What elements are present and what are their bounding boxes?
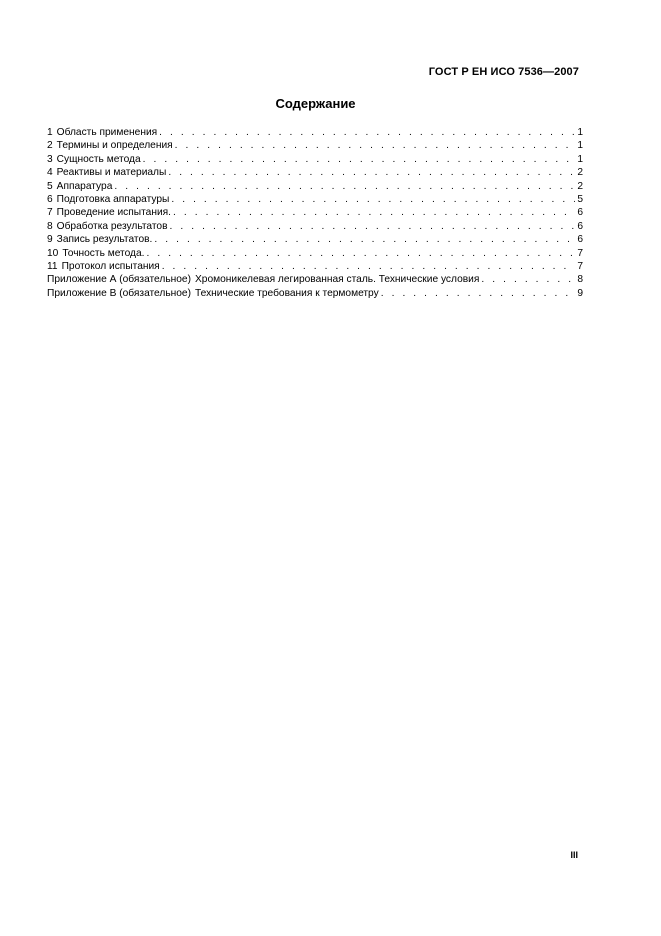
toc-entry-title: Хромоникелевая легированная сталь. Технические условия (195, 274, 480, 286)
toc-entry-page: 7 (577, 247, 583, 259)
toc-entry-title: Область применения (56, 127, 158, 138)
toc-entry-title: Точность метода. (62, 247, 145, 259)
toc-entry-appendix[interactable] (47, 287, 583, 300)
table-of-contents (47, 126, 583, 300)
toc-entry-number: 8 (47, 220, 53, 232)
toc-entry[interactable] (47, 180, 583, 193)
dot-leader (154, 233, 575, 246)
dot-leader (170, 220, 576, 233)
dot-leader (171, 193, 575, 206)
toc-entry-title: Обработка результатов (56, 220, 168, 232)
toc-entry-page: 6 (577, 234, 583, 246)
toc-entry[interactable] (47, 139, 583, 152)
dot-leader (168, 166, 575, 179)
dot-leader (146, 247, 575, 260)
dot-leader (175, 139, 576, 152)
toc-entry-label (47, 273, 479, 286)
toc-entry-label (47, 287, 379, 300)
toc-entry-page: 7 (577, 260, 583, 272)
toc-entry-number: 3 (47, 153, 53, 165)
toc-entry-title: Технические требования к термометру (195, 287, 379, 299)
toc-entry[interactable] (47, 126, 583, 139)
toc-entry-page: 1 (577, 153, 583, 165)
toc-entry-label (47, 247, 144, 260)
dot-leader (481, 273, 575, 286)
dot-leader (159, 126, 575, 139)
dot-leader (173, 206, 575, 219)
dot-leader (143, 153, 576, 166)
toc-entry[interactable] (47, 233, 583, 246)
toc-entry-page: 1 (577, 127, 583, 138)
toc-entry-label (47, 153, 141, 166)
toc-entry-label (47, 193, 169, 206)
dot-leader (114, 180, 575, 193)
toc-entry-number: 2 (47, 140, 53, 152)
toc-entry-title: Аппаратура (56, 180, 113, 192)
toc-entry-number: 5 (47, 180, 53, 192)
toc-entry-label (47, 126, 157, 139)
toc-entry-page: 6 (577, 220, 583, 232)
toc-entry-number: Приложение В (обязательное) (47, 287, 191, 299)
toc-entry-label (47, 220, 168, 233)
toc-entry[interactable] (47, 220, 583, 233)
toc-entry-title: Запись результатов. (56, 234, 153, 246)
toc-entry-page: 8 (577, 274, 583, 286)
toc-entry-page: 5 (577, 193, 583, 205)
toc-entry[interactable] (47, 206, 583, 219)
toc-entry-label (47, 139, 173, 152)
toc-entry-label (47, 166, 166, 179)
toc-entry-title: Протокол испытания (61, 260, 160, 272)
toc-entry-title: Термины и определения (56, 140, 173, 152)
toc-entry-title: Проведение испытания. (56, 207, 171, 219)
dot-leader (162, 260, 576, 273)
toc-entry-number: 11 (47, 260, 58, 272)
toc-entry-label (47, 233, 152, 246)
toc-entry-page: 6 (577, 207, 583, 219)
toc-entry-page: 1 (577, 140, 583, 152)
toc-entry[interactable] (47, 166, 583, 179)
toc-entry-appendix[interactable] (47, 273, 583, 286)
toc-entry-title: Сущность метода (56, 153, 141, 165)
toc-entry-number: 4 (47, 167, 53, 179)
toc-title: Содержание (275, 96, 356, 111)
toc-entry-page: 9 (577, 287, 583, 299)
toc-entry[interactable] (47, 153, 583, 166)
page-number: III (570, 850, 578, 860)
toc-entry-label (47, 260, 160, 273)
toc-entry-number: 6 (47, 193, 53, 205)
toc-entry-number: 1 (47, 127, 53, 138)
toc-entry-number: 7 (47, 207, 53, 219)
toc-entry-label (47, 206, 171, 219)
toc-entry-label (47, 180, 112, 193)
toc-entry-title: Подготовка аппаратуры (56, 193, 170, 205)
toc-entry-page: 2 (577, 180, 583, 192)
toc-entry[interactable] (47, 193, 583, 206)
toc-entry-page: 2 (577, 167, 583, 179)
toc-entry-title: Реактивы и материалы (56, 167, 167, 179)
document-code: ГОСТ Р ЕН ИСО 7536—2007 (428, 66, 579, 78)
toc-entry-number: 10 (47, 247, 59, 259)
toc-entry[interactable] (47, 247, 583, 260)
toc-entry-number: 9 (47, 234, 53, 246)
toc-entry-number: Приложение А (обязательное) (47, 274, 191, 286)
toc-entry[interactable] (47, 260, 583, 273)
dot-leader (381, 287, 576, 300)
